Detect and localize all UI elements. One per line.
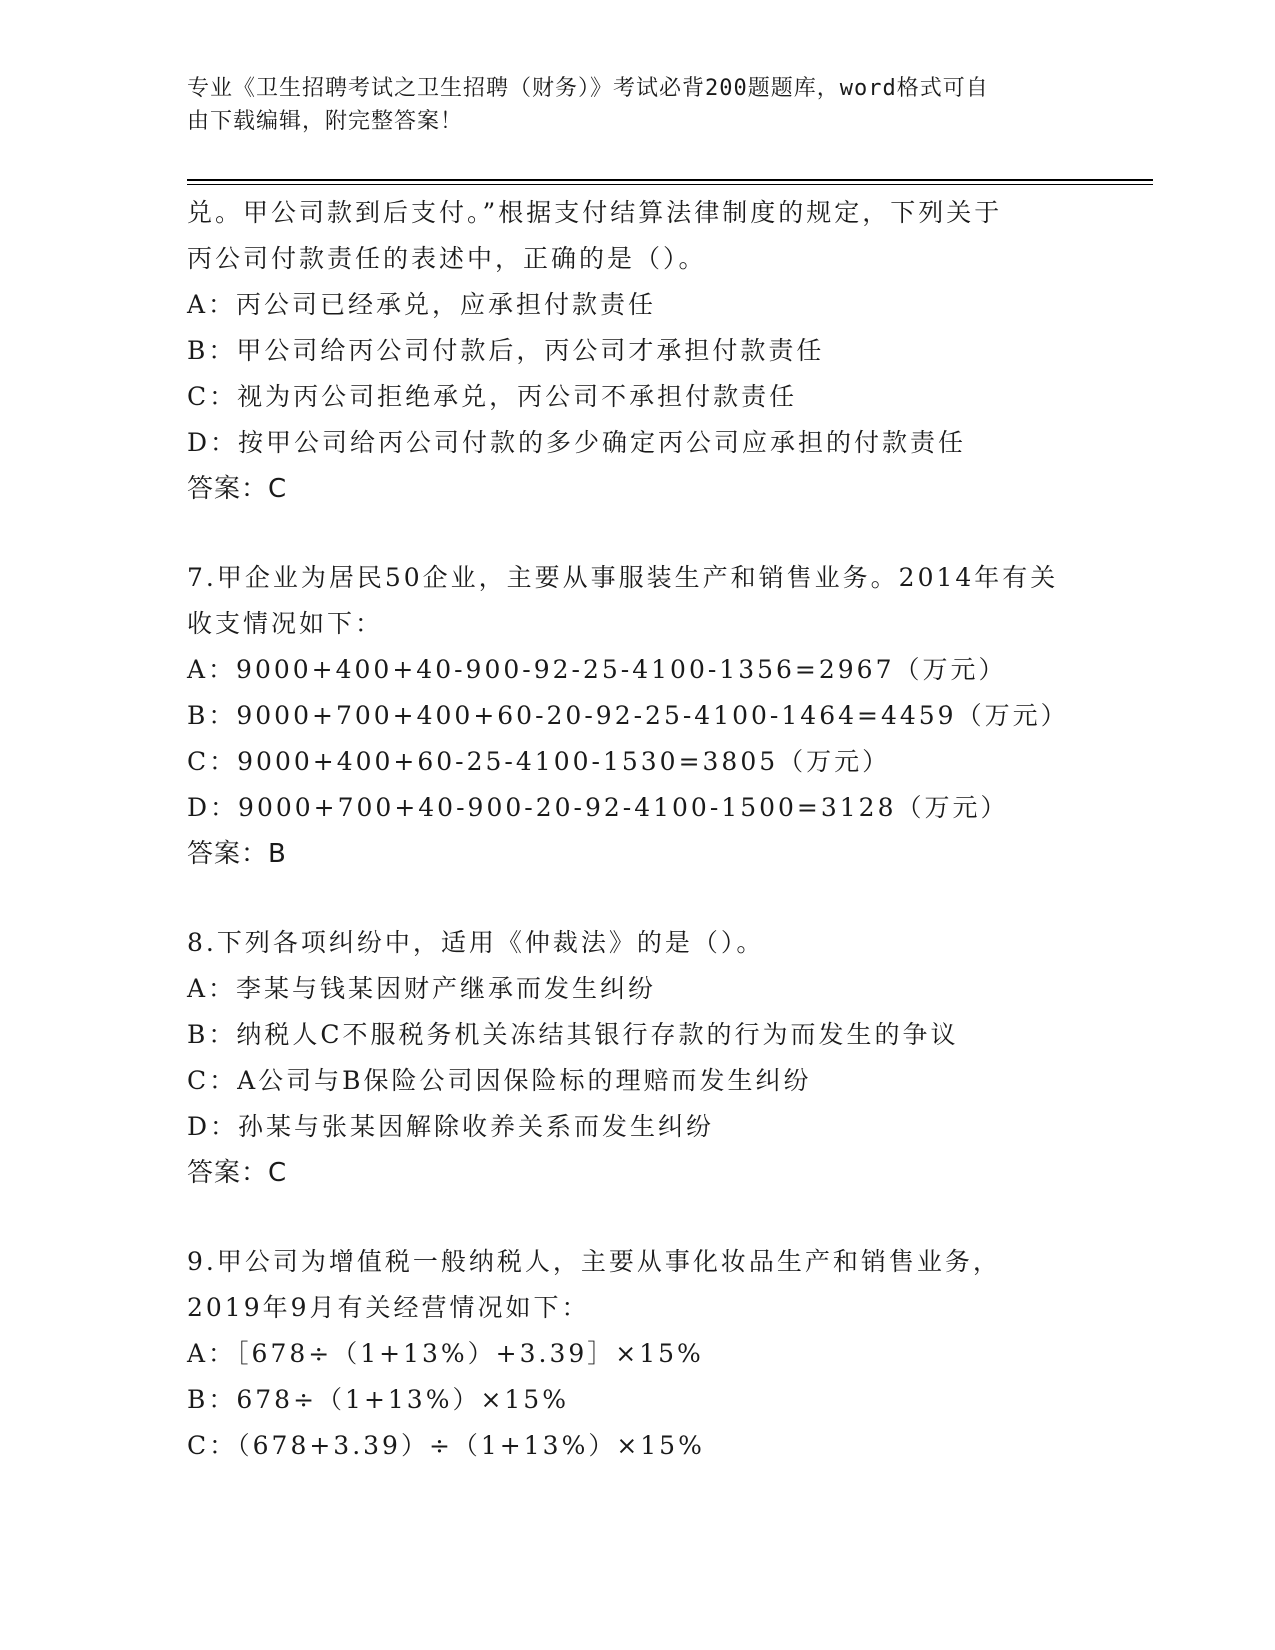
option-c: C：9000+400+60-25-4100-1530=3805（万元）: [187, 747, 891, 776]
option-c: C：A公司与B保险公司因保险标的理赔而发生纠纷: [187, 1066, 812, 1095]
document-body: [187, 190, 1147, 1469]
question-8: [187, 920, 1147, 1196]
spacer: [187, 877, 1147, 920]
spacer: [187, 512, 1147, 555]
option-a: A：李某与钱某因财产继承而发生纠纷: [187, 974, 657, 1003]
option-c: C：视为丙公司拒绝承兑，丙公司不承担付款责任: [187, 382, 798, 411]
document-header: [187, 72, 1087, 138]
spacer: [187, 1196, 1147, 1239]
answer-line: 答案：B: [187, 839, 287, 869]
option-b: B：9000+700+400+60-20-92-25-4100-1464=4459（万元）: [187, 701, 1069, 730]
option-b: B：甲公司给丙公司付款后，丙公司才承担付款责任: [187, 336, 825, 365]
question-stem-line: 收支情况如下：: [187, 609, 384, 638]
question-stem-line: 2019年9月有关经营情况如下：: [187, 1293, 590, 1322]
option-b: B：678÷（1+13%）×15%: [187, 1385, 569, 1414]
question-9: [187, 1239, 1147, 1469]
header-line-1: 专业《卫生招聘考试之卫生招聘（财务）》考试必背200题题库，word格式可自: [187, 76, 989, 101]
header-rule-thick: [187, 179, 1153, 181]
option-c: C：（678+3.39）÷（1+13%）×15%: [187, 1431, 705, 1460]
header-rule-thin: [187, 184, 1153, 185]
question-stem-line: 兑。甲公司款到后支付。”根据支付结算法律制度的规定，下列关于: [187, 198, 1003, 227]
question-7: [187, 555, 1147, 877]
header-line-2: 由下载编辑，附完整答案！: [187, 109, 464, 134]
option-b: B：纳税人C不服税务机关冻结其银行存款的行为而发生的争议: [187, 1020, 959, 1049]
question-stem-line: 9.甲公司为增值税一般纳税人，主要从事化妆品生产和销售业务，: [187, 1247, 1001, 1276]
option-d: D：9000+700+40-900-20-92-4100-1500=3128（万元）: [187, 793, 1009, 822]
option-d: D：按甲公司给丙公司付款的多少确定丙公司应承担的付款责任: [187, 428, 967, 457]
question-stem-line: 丙公司付款责任的表述中，正确的是（）。: [187, 244, 707, 273]
question-stem-line: 7.甲企业为居民50企业，主要从事服装生产和销售业务。2014年有关: [187, 563, 1059, 592]
answer-line: 答案：C: [187, 1158, 288, 1188]
question-6: [187, 190, 1147, 512]
question-stem-line: 8.下列各项纠纷中，适用《仲裁法》的是（）。: [187, 928, 765, 957]
option-a: A：［678÷（1+13%）+3.39］×15%: [187, 1339, 704, 1368]
answer-line: 答案：C: [187, 474, 288, 504]
option-d: D：孙某与张某因解除收养关系而发生纠纷: [187, 1112, 715, 1141]
option-a: A：9000+400+40-900-92-25-4100-1356=2967（万元）: [187, 655, 1007, 684]
option-a: A：丙公司已经承兑，应承担付款责任: [187, 290, 657, 319]
